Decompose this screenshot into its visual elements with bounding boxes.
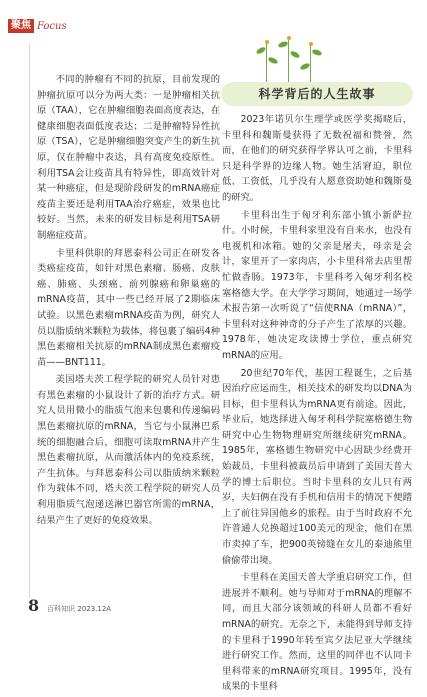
paragraph: 卡里科在美国天普大学重启研究工作，但进展并不顺利。她与导师对于mRNA的理解不同，而且大部分该领域的科研人员都不看好mRNA的研究。无奈之下，未能得到导师支持的卡里科于1990年转至宾夕法尼亚大学继续进行研究工作。然而，这里的同伴也不认同卡里科带来的mRNA研究项目。1995年，没有成果的卡里科 bbox=[222, 572, 412, 693]
right-column bbox=[222, 112, 412, 697]
page-footer bbox=[28, 596, 111, 615]
page-number: 8 bbox=[28, 596, 40, 615]
paragraph: 卡里科供职的拜恩泰科公司正在研发各类癌症疫苗，如针对黑色素瘤、肠癌、皮肤癌、肺癌、头颈癌、前列腺癌和卵巢癌的mRNA疫苗，其中一些已经开展了2期临床试验。以黑色素瘤mRNA疫苗为例，研究人员以脂质纳米颗粒为载体，将包裹了编码4种黑色素瘤相关抗原的mRNA制成黑色素瘤疫苗——BNT111。 bbox=[37, 247, 220, 368]
section-badge: 聚焦 bbox=[8, 19, 34, 33]
section-title: 科学背后的人生故事 bbox=[221, 82, 413, 106]
paragraph: 20世纪70年代，基因工程诞生，之后基因治疗应运而生，相关技术的研发均以DNA为目标，但卡里科认为mRNA更有前途。因此，毕业后，她选择进入匈牙利科学院塞格德生物研究中心生物物理研究所继续研究mRNA。1985年，塞格德生物研究中心因缺少经费开始裁员，卡里科被裁员后申请到了美国天普大学的博士后职位。当时卡里科的女儿只有两岁，夫妇俩在没有手机和信用卡的情况下便踏上了前往异国他乡的旅程。由于当时政府不允许普通人兑换超过100美元的现金，他们在黑市卖掉了车，把900英镑缝在女儿的泰迪熊里偷偷带出境。 bbox=[222, 367, 412, 566]
left-column bbox=[37, 72, 220, 530]
journal-name: 百科知识 2023.12A bbox=[47, 605, 112, 613]
section-title-banner bbox=[221, 82, 413, 106]
paragraph: 美国塔夫茨工程学院的研究人员针对患有黑色素瘤的小鼠设计了新的治疗方式。研究人员用微小的脂质气泡来包裹和传递编码黑色素瘤抗原的mRNA，当它与小鼠淋巴系统的细胞融合后，细胞可读取mRNA并产生黑色素瘤抗原，从而激活体内的免疫系统，产生抗体。与拜恩泰科公司以脂质纳米颗粒作为载体不同，塔夫茨工程学院的研究人员利用脂质气泡递送淋巴器官所需的mRNA，结果产生了更好的免疫效果。 bbox=[37, 374, 220, 526]
paragraph: 卡里科出生于匈牙利东部小镇小新萨拉什。小时候，卡里科家里没有自来水，也没有电视机和冰箱。她的父亲是屠夫，母亲是会计，家里开了一家肉店，小卡里科常去店里帮忙做香肠。1973年，卡里科考入匈牙利名校塞格德大学。在大学学习期间，她通过一场学术报告第一次听说了“信使RNA（mRNA）”，卡里科对这种神奇的分子产生了浓厚的兴趣。1978年，她决定攻读博士学位，重点研究mRNA的应用。 bbox=[222, 209, 412, 361]
section-label-en: Focus bbox=[37, 20, 67, 32]
decorative-plant-illustration bbox=[226, 36, 346, 86]
section-header bbox=[8, 18, 67, 34]
margin-rule bbox=[29, 44, 30, 598]
paragraph: 2023年诺贝尔生理学或医学奖揭晓后，卡里科和魏斯曼获得了无数祝福和赞誉，然而，在他们的研究获得学界认可之前，卡里科只是科学界的边缘人物。她生活窘迫，职位低、工资低，几乎没有人愿意资助她和魏斯曼的研究。 bbox=[222, 114, 412, 203]
paragraph: 不同的肿瘤有不同的抗原，目前发现的肿瘤抗原可以分为两大类：一是肿瘤相关抗原（TAA），它在肿瘤细胞表面高度表达，在健康细胞表面低度表达；二是肿瘤特异性抗原（TSA），它是肿瘤细胞突变产生的新生抗原，仅在肿瘤中表达，具有高度免疫原性。利用TSA会让疫苗具有特异性，即高效针对某一种癌症，但是现阶段研发的mRNA癌症疫苗主要还是利用TAA治疗癌症，效果也比较好。当然，未来的研发目标是利用TSA研制癌症疫苗。 bbox=[37, 74, 220, 241]
